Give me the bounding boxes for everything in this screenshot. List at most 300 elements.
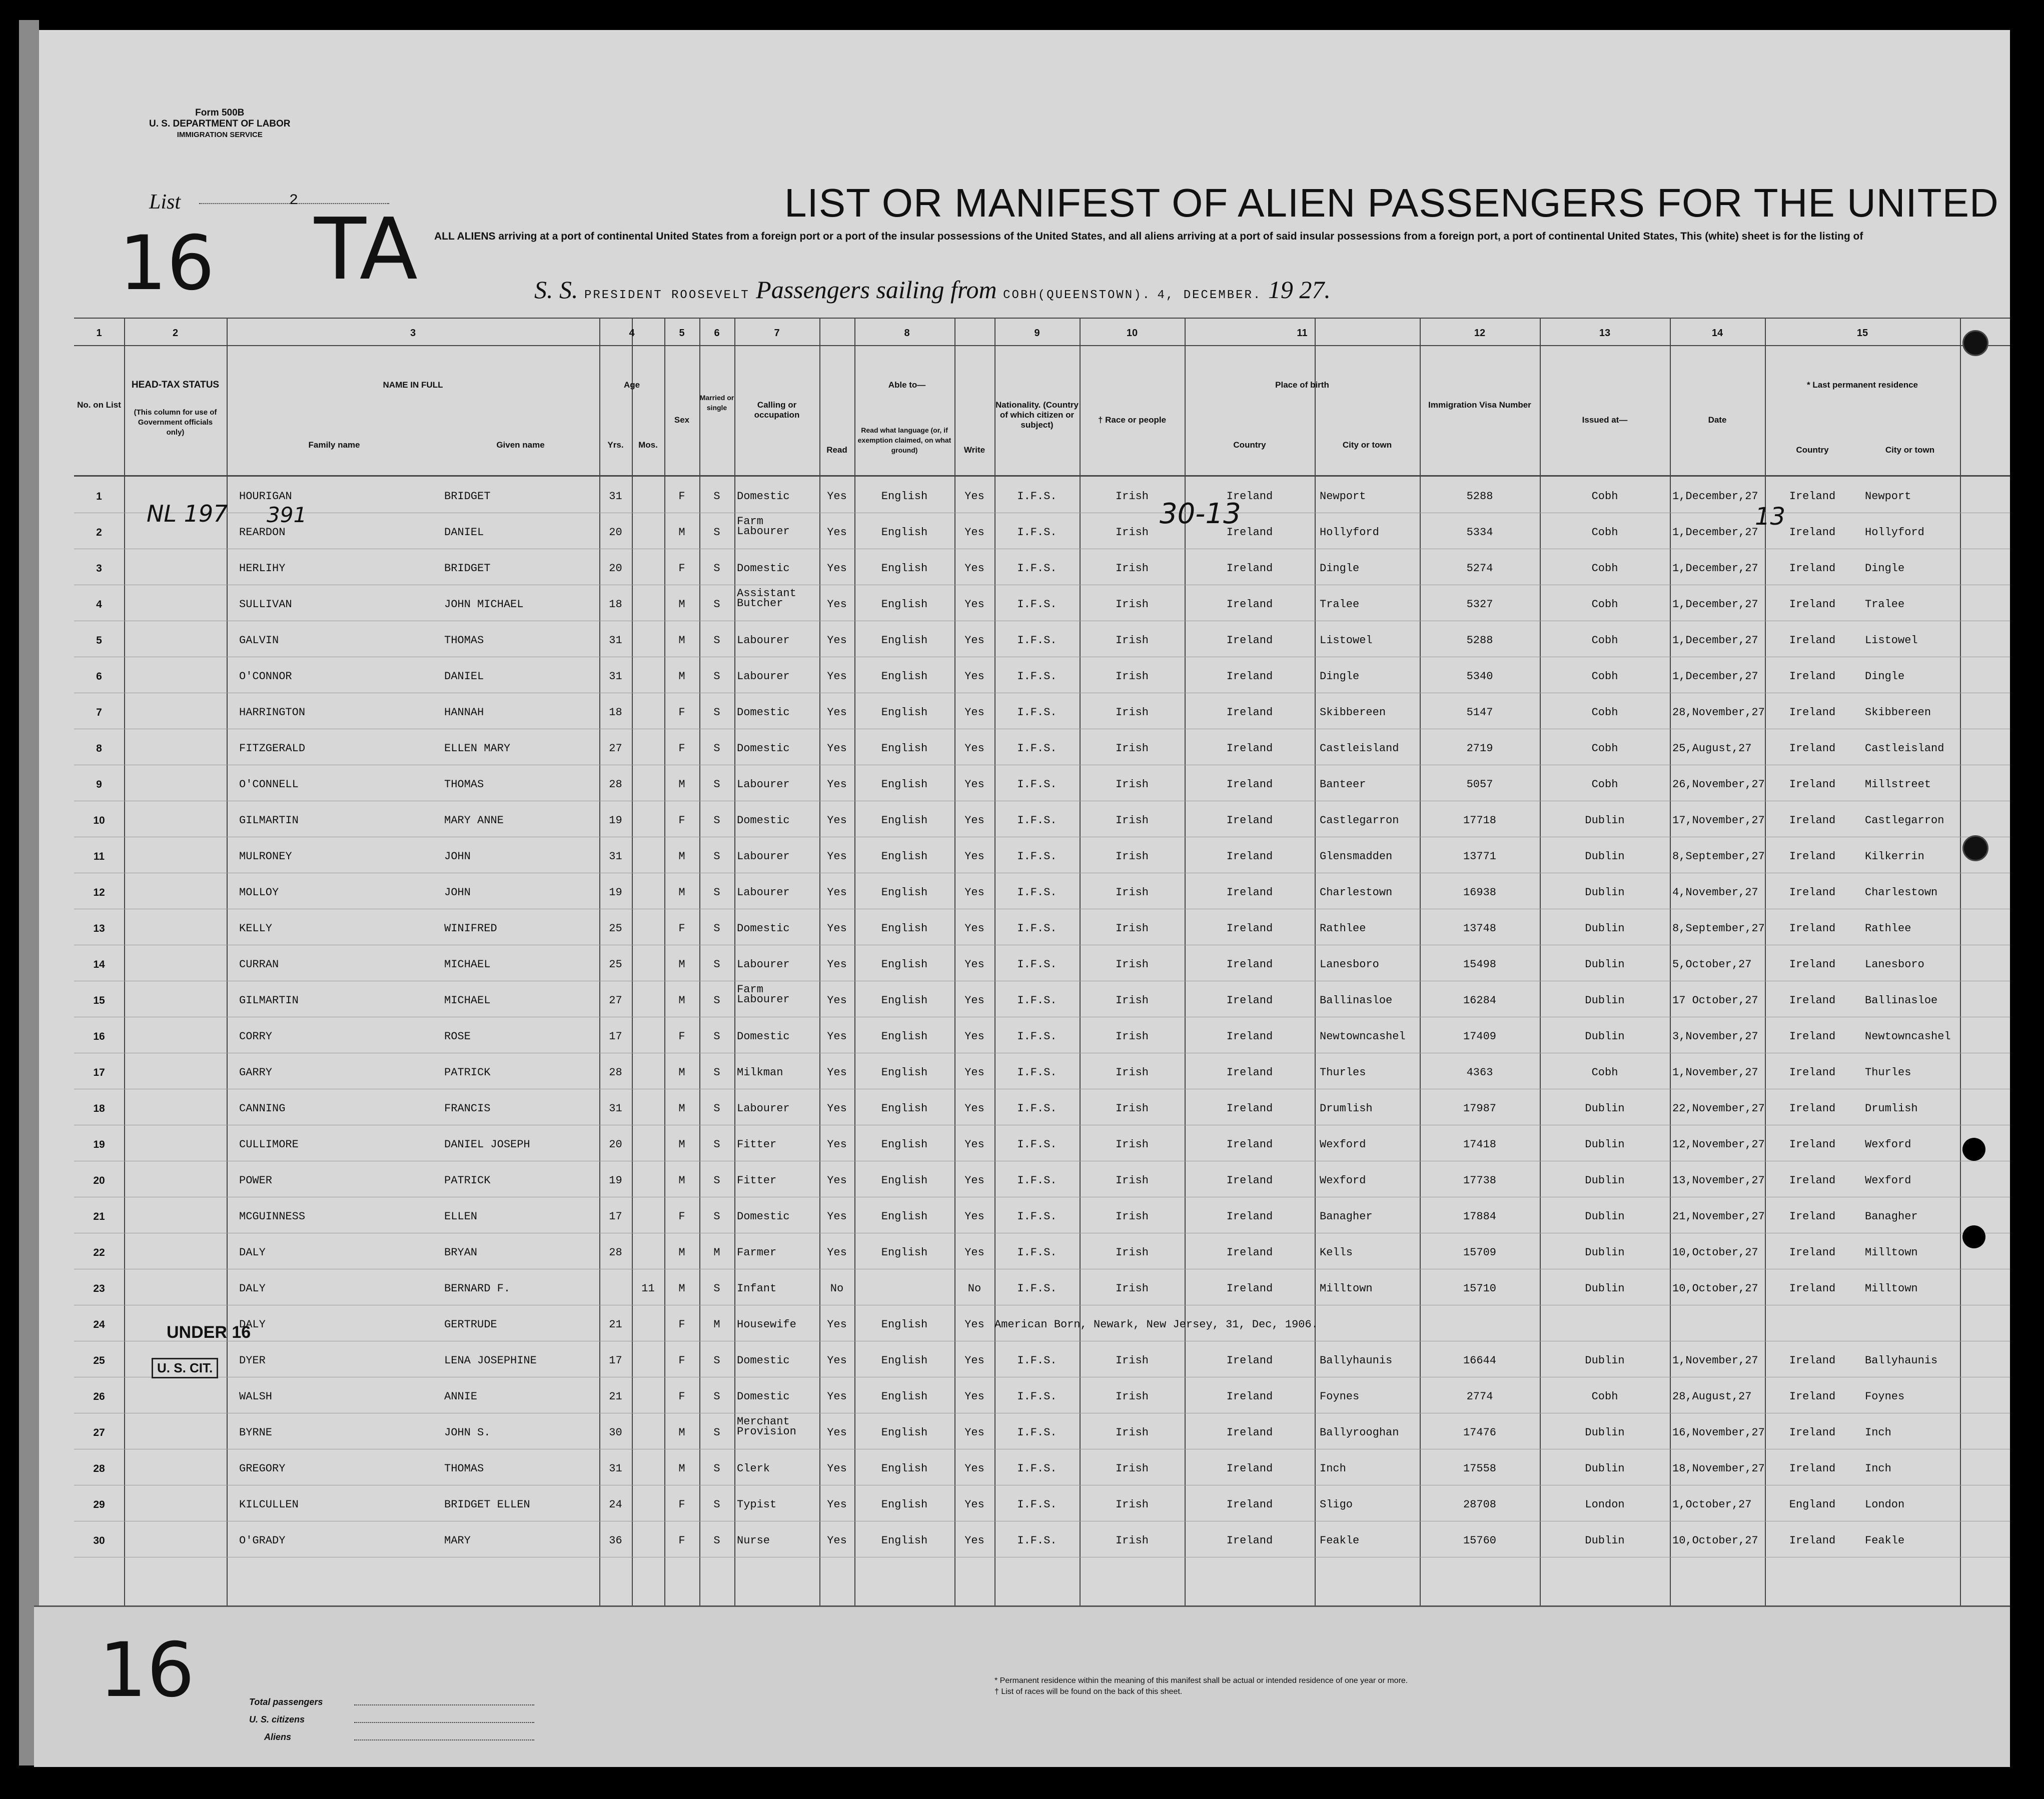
cell-race: Irish bbox=[1115, 922, 1149, 935]
cell-visa: 5057 bbox=[1466, 778, 1493, 791]
cell-no: 14 bbox=[93, 959, 105, 970]
handwritten-ta: TA bbox=[314, 200, 418, 299]
cell-nat: I.F.S. bbox=[1017, 1030, 1057, 1043]
cell-race: Irish bbox=[1115, 1282, 1149, 1295]
footnote-residence: * Permanent residence within the meaning of this manifest shall be actual or intended residence of one year or more. bbox=[994, 1676, 1408, 1685]
cell-issued: Dublin bbox=[1585, 1534, 1625, 1547]
cell-read: Yes bbox=[827, 1462, 847, 1475]
cell-nat: I.F.S. bbox=[1017, 526, 1057, 539]
cell-rcountry: Ireland bbox=[1789, 1102, 1836, 1115]
cell-bcountry: Ireland bbox=[1226, 922, 1273, 935]
hdr-no-on-list: No. on List bbox=[77, 400, 121, 410]
manifest-table bbox=[74, 318, 2010, 1608]
cell-given: DANIEL JOSEPH bbox=[444, 1138, 530, 1151]
cell-rcity: Tralee bbox=[1865, 598, 1905, 611]
passenger-row bbox=[74, 658, 2010, 694]
cell-visa: 28708 bbox=[1463, 1498, 1496, 1511]
cell-write: Yes bbox=[964, 1066, 984, 1079]
cell-rcity: Inch bbox=[1865, 1426, 1891, 1439]
cell-nat: I.F.S. bbox=[1017, 778, 1057, 791]
cell-sex: M bbox=[678, 1066, 685, 1079]
us-citizen-stamp: U. S. CIT. bbox=[152, 1358, 218, 1378]
cell-bcountry: Ireland bbox=[1226, 1030, 1273, 1043]
cell-write: Yes bbox=[964, 634, 984, 647]
cell-bcity: Lanesboro bbox=[1320, 958, 1379, 971]
cell-nat: I.F.S. bbox=[1017, 742, 1057, 755]
cell-vdate: 12,November,27 bbox=[1672, 1138, 1765, 1151]
cell-sex: M bbox=[678, 1426, 685, 1439]
cell-ms: M bbox=[713, 1246, 720, 1259]
cell-occ: Domestic bbox=[737, 742, 790, 755]
handwritten-annotation-13: 13 bbox=[1755, 503, 1786, 531]
cell-read: Yes bbox=[827, 1318, 847, 1331]
cell-write: Yes bbox=[964, 850, 984, 863]
cell-visa: 2774 bbox=[1466, 1390, 1493, 1403]
cell-age: 24 bbox=[609, 1498, 622, 1511]
cell-bcity: Inch bbox=[1320, 1462, 1346, 1475]
cell-rcity: Wexford bbox=[1865, 1138, 1911, 1151]
cell-given: THOMAS bbox=[444, 634, 484, 647]
cell-lang: English bbox=[881, 490, 928, 503]
cell-given: MICHAEL bbox=[444, 958, 491, 971]
cell-race: Irish bbox=[1115, 1246, 1149, 1259]
cell-nat: I.F.S. bbox=[1017, 1102, 1057, 1115]
cell-rcountry: Ireland bbox=[1789, 1282, 1836, 1295]
cell-write: Yes bbox=[964, 958, 984, 971]
cell-occ: Farm Labourer bbox=[737, 515, 790, 538]
cell-read: Yes bbox=[827, 1210, 847, 1223]
cell-ms: S bbox=[713, 634, 720, 647]
cell-bcountry: Ireland bbox=[1226, 706, 1273, 719]
cell-bcity: Sligo bbox=[1320, 1498, 1353, 1511]
cell-given: BRIDGET ELLEN bbox=[444, 1498, 530, 1511]
cell-occ: Labourer bbox=[737, 1102, 790, 1115]
cell-vdate: 17 October,27 bbox=[1672, 994, 1758, 1007]
cell-bcity: Wexford bbox=[1320, 1174, 1366, 1187]
cell-ms: S bbox=[713, 490, 720, 503]
cell-given: ROSE bbox=[444, 1030, 471, 1043]
cell-ms: S bbox=[713, 1102, 720, 1115]
cell-sex: F bbox=[678, 742, 685, 755]
cell-write: Yes bbox=[964, 1174, 984, 1187]
cell-vdate: 1,December,27 bbox=[1672, 634, 1758, 647]
cell-age: 28 bbox=[609, 778, 622, 791]
cell-family: MOLLOY bbox=[239, 886, 279, 899]
cell-lang: English bbox=[881, 1066, 928, 1079]
cell-mos: 11 bbox=[641, 1282, 655, 1295]
cell-issued: Cobh bbox=[1591, 634, 1618, 647]
cell-ms: S bbox=[713, 670, 720, 683]
cell-nat: I.F.S. bbox=[1017, 706, 1057, 719]
cell-rcountry: Ireland bbox=[1789, 778, 1836, 791]
cell-no: 22 bbox=[93, 1247, 105, 1258]
cell-lang: English bbox=[881, 1030, 928, 1043]
cell-nat: I.F.S. bbox=[1017, 1426, 1057, 1439]
cell-bcity: Ballyhaunis bbox=[1320, 1354, 1393, 1367]
cell-sex: M bbox=[678, 670, 685, 683]
hdr-birth-city: City or town bbox=[1342, 440, 1392, 450]
cell-given: DANIEL bbox=[444, 526, 484, 539]
cell-no: 23 bbox=[93, 1283, 105, 1294]
cell-no: 15 bbox=[93, 995, 105, 1006]
cell-bcountry: Ireland bbox=[1226, 598, 1273, 611]
cell-write: Yes bbox=[964, 1138, 984, 1151]
hdr-head-tax-note: (This column for use of Government officials only) bbox=[134, 408, 217, 437]
cell-nat: I.F.S. bbox=[1017, 1174, 1057, 1187]
cell-race: Irish bbox=[1115, 1498, 1149, 1511]
cell-visa: 15709 bbox=[1463, 1246, 1496, 1259]
cell-age: 25 bbox=[609, 922, 622, 935]
cell-given: ELLEN bbox=[444, 1210, 478, 1223]
cell-rcity: Charlestown bbox=[1865, 886, 1938, 899]
cell-rcity: Listowel bbox=[1865, 634, 1918, 647]
cell-given: DANIEL bbox=[444, 670, 484, 683]
cell-rcountry: Ireland bbox=[1789, 1462, 1836, 1475]
cell-age: 27 bbox=[609, 742, 622, 755]
hdr-age: Age bbox=[623, 380, 640, 390]
cell-family: CULLIMORE bbox=[239, 1138, 299, 1151]
cell-issued: Cobh bbox=[1591, 778, 1618, 791]
cell-race: Irish bbox=[1115, 994, 1149, 1007]
cell-nat: I.F.S. bbox=[1017, 1066, 1057, 1079]
cell-sex: M bbox=[678, 1246, 685, 1259]
cell-bcountry: Ireland bbox=[1226, 1210, 1273, 1223]
passenger-row bbox=[74, 766, 2010, 802]
hdr-yrs: Yrs. bbox=[607, 440, 624, 450]
cell-bcountry: Ireland bbox=[1226, 1246, 1273, 1259]
cell-bcity: Glensmadden bbox=[1320, 850, 1393, 863]
passenger-row bbox=[74, 838, 2010, 874]
cell-sex: M bbox=[678, 634, 685, 647]
total-passengers-label: Total passengers bbox=[249, 1697, 323, 1707]
list-number: 2 bbox=[289, 192, 299, 209]
cell-age: 19 bbox=[609, 814, 622, 827]
cell-lang: English bbox=[881, 886, 928, 899]
cell-race: Irish bbox=[1115, 778, 1149, 791]
cell-vdate: 1,December,27 bbox=[1672, 598, 1758, 611]
cell-ms: S bbox=[713, 1390, 720, 1403]
cell-rcity: Castlegarron bbox=[1865, 814, 1944, 827]
cell-family: REARDON bbox=[239, 526, 286, 539]
cell-bcountry: Ireland bbox=[1226, 670, 1273, 683]
cell-sex: F bbox=[678, 1498, 685, 1511]
colnum: 6 bbox=[714, 328, 720, 339]
cell-family: CANNING bbox=[239, 1102, 286, 1115]
cell-no: 8 bbox=[96, 743, 102, 754]
cell-read: Yes bbox=[827, 598, 847, 611]
cell-rcity: Rathlee bbox=[1865, 922, 1911, 935]
cell-write: Yes bbox=[964, 922, 984, 935]
cell-sex: M bbox=[678, 1282, 685, 1295]
cell-vdate: 13,November,27 bbox=[1672, 1174, 1765, 1187]
cell-sex: F bbox=[678, 490, 685, 503]
cell-rcity: Thurles bbox=[1865, 1066, 1911, 1079]
cell-bcountry: Ireland bbox=[1226, 526, 1273, 539]
cell-read: Yes bbox=[827, 490, 847, 503]
cell-visa: 5147 bbox=[1466, 706, 1493, 719]
cell-bcountry: Ireland bbox=[1226, 1462, 1273, 1475]
colnum: 12 bbox=[1474, 328, 1486, 339]
passenger-row bbox=[74, 1486, 2010, 1522]
cell-given: THOMAS bbox=[444, 1462, 484, 1475]
cell-race: Irish bbox=[1115, 742, 1149, 755]
cell-given: HANNAH bbox=[444, 706, 484, 719]
cell-bcity: Foynes bbox=[1320, 1390, 1360, 1403]
cell-no: 11 bbox=[93, 851, 105, 862]
passenger-row bbox=[74, 1234, 2010, 1270]
cell-rcountry: Ireland bbox=[1789, 526, 1836, 539]
passenger-row bbox=[74, 1414, 2010, 1450]
cell-rcity: Castleisland bbox=[1865, 742, 1944, 755]
cell-occ: Domestic bbox=[737, 562, 790, 575]
cell-issued: Dublin bbox=[1585, 1210, 1625, 1223]
colnum: 2 bbox=[172, 328, 179, 339]
cell-vdate: 1,December,27 bbox=[1672, 526, 1758, 539]
cell-bcity: Dingle bbox=[1320, 562, 1360, 575]
cell-family: WALSH bbox=[239, 1390, 273, 1403]
binding-hole bbox=[1962, 835, 1988, 861]
us-citizens-line bbox=[354, 1722, 534, 1723]
cell-occ: Domestic bbox=[737, 706, 790, 719]
cell-visa: 17558 bbox=[1463, 1462, 1496, 1475]
cell-bcountry: Ireland bbox=[1226, 850, 1273, 863]
hdr-read-language: Read what language (or, if exemption claimed, on what ground) bbox=[857, 426, 951, 454]
cell-family: KILCULLEN bbox=[239, 1498, 299, 1511]
cell-rcountry: Ireland bbox=[1789, 490, 1836, 503]
colnum: 10 bbox=[1126, 328, 1138, 339]
cell-occ: Domestic bbox=[737, 814, 790, 827]
cell-rcountry: Ireland bbox=[1789, 634, 1836, 647]
cell-rcountry: Ireland bbox=[1789, 1534, 1836, 1547]
cell-issued: Cobh bbox=[1591, 562, 1618, 575]
cell-rcity: Foynes bbox=[1865, 1390, 1905, 1403]
cell-read: Yes bbox=[827, 1426, 847, 1439]
hdr-sex: Sex bbox=[674, 415, 690, 425]
ship-name: PRESIDENT ROOSEVELT bbox=[584, 289, 750, 302]
cell-bcity: Banteer bbox=[1320, 778, 1366, 791]
cell-bcountry: Ireland bbox=[1226, 1390, 1273, 1403]
cell-given: GERTRUDE bbox=[444, 1318, 497, 1331]
cell-age: 36 bbox=[609, 1534, 622, 1547]
cell-nat: I.F.S. bbox=[1017, 958, 1057, 971]
cell-lang: English bbox=[881, 994, 928, 1007]
cell-ms: S bbox=[713, 706, 720, 719]
cell-no: 12 bbox=[93, 887, 105, 898]
cell-lang: English bbox=[881, 1210, 928, 1223]
cell-nat: I.F.S. bbox=[1017, 1354, 1057, 1367]
colnum: 8 bbox=[904, 328, 910, 339]
cell-sex: M bbox=[678, 1138, 685, 1151]
cell-bcountry: Ireland bbox=[1226, 634, 1273, 647]
passenger-row bbox=[74, 1126, 2010, 1162]
cell-sex: M bbox=[678, 526, 685, 539]
hdr-calling: Calling or occupation bbox=[754, 400, 800, 420]
cell-visa: 15710 bbox=[1463, 1282, 1496, 1295]
cell-lang: English bbox=[881, 1462, 928, 1475]
handwritten-page-number-bottom: 16 bbox=[99, 1627, 195, 1714]
cell-issued: Dublin bbox=[1585, 1138, 1625, 1151]
cell-sex: F bbox=[678, 706, 685, 719]
cell-vdate: 5,October,27 bbox=[1672, 958, 1752, 971]
cell-sex: F bbox=[678, 562, 685, 575]
cell-bcity: Dingle bbox=[1320, 670, 1360, 683]
cell-bcity: Newport bbox=[1320, 490, 1366, 503]
cell-ms: S bbox=[713, 1426, 720, 1439]
cell-occ: Labourer bbox=[737, 850, 790, 863]
cell-rcountry: England bbox=[1789, 1498, 1836, 1511]
cell-given: ANNIE bbox=[444, 1390, 478, 1403]
cell-lang: English bbox=[881, 670, 928, 683]
cell-lang: English bbox=[881, 922, 928, 935]
cell-nat: I.F.S. bbox=[1017, 1282, 1057, 1295]
hdr-nationality: Nationality. (Country of which citizen or subject) bbox=[995, 400, 1079, 430]
cell-race: Irish bbox=[1115, 562, 1149, 575]
cell-no: 18 bbox=[93, 1103, 105, 1114]
cell-age: 18 bbox=[609, 598, 622, 611]
cell-read: No bbox=[830, 1282, 844, 1295]
cell-given: FRANCIS bbox=[444, 1102, 491, 1115]
passenger-row bbox=[74, 1378, 2010, 1414]
cell-issued: Cobh bbox=[1591, 1390, 1618, 1403]
cell-family: GILMARTIN bbox=[239, 814, 299, 827]
cell-given: BRIDGET bbox=[444, 562, 491, 575]
cell-ms: S bbox=[713, 1462, 720, 1475]
cell-sex: M bbox=[678, 994, 685, 1007]
cell-issued: Dublin bbox=[1585, 994, 1625, 1007]
cell-lang: English bbox=[881, 814, 928, 827]
cell-read: Yes bbox=[827, 886, 847, 899]
cell-lang: English bbox=[881, 1498, 928, 1511]
cell-rcity: Wexford bbox=[1865, 1174, 1911, 1187]
cell-nat: I.F.S. bbox=[1017, 490, 1057, 503]
cell-rcity: London bbox=[1865, 1498, 1905, 1511]
cell-family: O'CONNELL bbox=[239, 778, 299, 791]
cell-vdate: 25,August,27 bbox=[1672, 742, 1752, 755]
hdr-place-of-birth: Place of birth bbox=[1275, 380, 1329, 390]
hdr-able-to: Able to— bbox=[888, 380, 926, 390]
hdr-name-in-full: NAME IN FULL bbox=[383, 380, 443, 390]
cell-age: 25 bbox=[609, 958, 622, 971]
cell-family: CORRY bbox=[239, 1030, 273, 1043]
cell-bcountry: Ireland bbox=[1226, 1282, 1273, 1295]
cell-rcountry: Ireland bbox=[1789, 1210, 1836, 1223]
cell-rcity: Drumlish bbox=[1865, 1102, 1918, 1115]
cell-nat: I.F.S. bbox=[1017, 598, 1057, 611]
cell-bcountry: Ireland bbox=[1226, 742, 1273, 755]
cell-issued: Dublin bbox=[1585, 958, 1625, 971]
hdr-family-name: Family name bbox=[308, 440, 360, 450]
colnum: 7 bbox=[774, 328, 780, 339]
cell-rcountry: Ireland bbox=[1789, 1138, 1836, 1151]
cell-rcity: Milltown bbox=[1865, 1246, 1918, 1259]
cell-rcountry: Ireland bbox=[1789, 958, 1836, 971]
cell-bcountry: Ireland bbox=[1226, 1102, 1273, 1115]
cell-bcountry: Ireland bbox=[1226, 958, 1273, 971]
cell-bcountry: Ireland bbox=[1226, 1426, 1273, 1439]
cell-read: Yes bbox=[827, 1498, 847, 1511]
cell-ms: S bbox=[713, 562, 720, 575]
cell-read: Yes bbox=[827, 562, 847, 575]
cell-age: 18 bbox=[609, 706, 622, 719]
cell-given: MARY bbox=[444, 1534, 471, 1547]
cell-sex: F bbox=[678, 1030, 685, 1043]
cell-age: 20 bbox=[609, 526, 622, 539]
cell-lang: English bbox=[881, 1534, 928, 1547]
hdr-birth-country: Country bbox=[1233, 440, 1266, 450]
hdr-read: Read bbox=[826, 445, 847, 455]
total-passengers-line bbox=[354, 1704, 534, 1705]
cell-bcountry: Ireland bbox=[1226, 814, 1273, 827]
colnum: 14 bbox=[1711, 328, 1723, 339]
cell-race: Irish bbox=[1115, 598, 1149, 611]
cell-bcity: Castlegarron bbox=[1320, 814, 1399, 827]
cell-age: 20 bbox=[609, 1138, 622, 1151]
hdr-given-name: Given name bbox=[496, 440, 545, 450]
cell-read: Yes bbox=[827, 994, 847, 1007]
cell-visa: 16284 bbox=[1463, 994, 1496, 1007]
cell-bcity: Newtowncashel bbox=[1320, 1030, 1406, 1043]
cell-lang: English bbox=[881, 526, 928, 539]
cell-nat: I.F.S. bbox=[1017, 670, 1057, 683]
cell-age: 28 bbox=[609, 1246, 622, 1259]
cell-rcountry: Ireland bbox=[1789, 922, 1836, 935]
cell-age: 20 bbox=[609, 562, 622, 575]
passenger-row bbox=[74, 694, 2010, 730]
manifest-sheet bbox=[34, 30, 2010, 1765]
cell-rcountry: Ireland bbox=[1789, 706, 1836, 719]
cell-read: Yes bbox=[827, 778, 847, 791]
cell-occ: Labourer bbox=[737, 778, 790, 791]
cell-write: Yes bbox=[964, 814, 984, 827]
cell-age: 19 bbox=[609, 1174, 622, 1187]
cell-family: GILMARTIN bbox=[239, 994, 299, 1007]
cell-occ: Labourer bbox=[737, 886, 790, 899]
cell-family: POWER bbox=[239, 1174, 273, 1187]
instructions: ALL ALIENS arriving at a port of continental United States from a foreign port or a port of the insular possessions of the United States, and all aliens arriving at a port of said insular possessions from a foreign port, a port of continental United States, This (white) sheet is for the listing of bbox=[434, 231, 1863, 242]
cell-no: 9 bbox=[96, 779, 102, 790]
cell-vdate: 22,November,27 bbox=[1672, 1102, 1765, 1115]
cell-family: GREGORY bbox=[239, 1462, 286, 1475]
cell-rcity: Milltown bbox=[1865, 1282, 1918, 1295]
cell-issued: London bbox=[1585, 1498, 1625, 1511]
cell-read: Yes bbox=[827, 850, 847, 863]
cell-read: Yes bbox=[827, 1102, 847, 1115]
us-citizens-label: U. S. citizens bbox=[249, 1714, 305, 1724]
cell-write: Yes bbox=[964, 1030, 984, 1043]
cell-vdate: 8,September,27 bbox=[1672, 850, 1765, 863]
passenger-row bbox=[74, 1270, 2010, 1306]
cell-issued: Cobh bbox=[1591, 490, 1618, 503]
handwritten-annotation-nl: NL 197 bbox=[147, 500, 228, 527]
cell-age: 27 bbox=[609, 994, 622, 1007]
cell-visa: 17418 bbox=[1463, 1138, 1496, 1151]
passenger-row bbox=[74, 1450, 2010, 1486]
cell-bcountry: Ireland bbox=[1226, 1498, 1273, 1511]
passenger-row bbox=[74, 946, 2010, 982]
cell-visa: 4363 bbox=[1466, 1066, 1493, 1079]
cell-bcountry: Ireland bbox=[1226, 886, 1273, 899]
cell-occ: Labourer bbox=[737, 958, 790, 971]
cell-sex: M bbox=[678, 850, 685, 863]
cell-race: Irish bbox=[1115, 814, 1149, 827]
passenger-row bbox=[74, 1054, 2010, 1090]
cell-family: MCGUINNESS bbox=[239, 1210, 306, 1223]
cell-visa: 17987 bbox=[1463, 1102, 1496, 1115]
cell-family: DYER bbox=[239, 1354, 266, 1367]
cell-write: Yes bbox=[964, 490, 984, 503]
colnum: 1 bbox=[96, 328, 102, 339]
cell-no: 13 bbox=[93, 923, 105, 934]
